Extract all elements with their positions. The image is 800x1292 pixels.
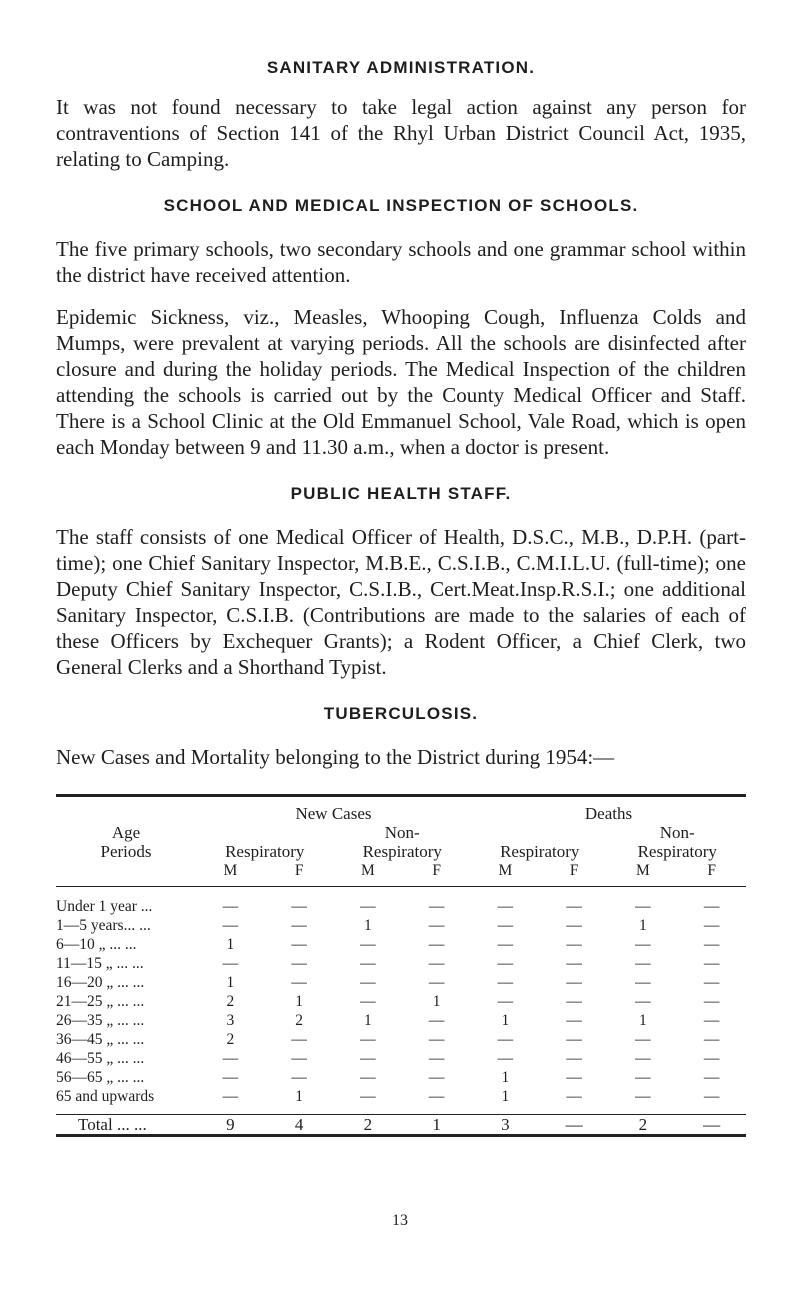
count-cell: — [291,936,307,953]
count-cell: — [428,1031,445,1048]
count-cell: 1 [501,1088,510,1105]
table-row [56,897,746,916]
sex-header-m: M [360,862,375,879]
sex-header-f: F [569,862,579,879]
page-title: SANITARY ADMINISTRATION. [266,58,536,77]
age-period-cell: 21—25 „ ... ... [56,993,145,1010]
non-header-new: Non- [384,823,420,842]
total-cell: 1 [432,1115,441,1134]
count-cell: — [703,1050,720,1067]
total-label: Total ... ... [78,1115,147,1134]
count-cell: — [635,1088,651,1105]
respiratory-header-deaths: Respiratory [500,842,580,861]
count-cell: — [566,898,582,915]
count-cell: — [703,974,720,991]
count-cell: — [497,1031,514,1048]
count-cell: — [635,936,651,953]
schools-paragraph-1: The five primary schools, two secondary schools and one grammar school within the district have received attention. [56,237,746,287]
age-period-cell: 6—10 „ ... ... [56,936,137,953]
count-cell: — [635,974,651,991]
count-cell: 1 [501,1012,510,1029]
page-number: 13 [392,1212,408,1229]
count-cell: — [222,1050,239,1067]
count-cell: — [703,1012,720,1029]
age-period-cell: 46—55 „ ... ... [56,1050,145,1067]
sex-header-m: M [635,862,650,879]
count-cell: — [428,1069,445,1086]
sex-header-f: F [707,862,716,879]
count-cell: 1 [295,993,303,1010]
age-period-cell: 16—20 „ ... ... [56,974,145,991]
sex-header-m: M [223,862,238,879]
count-cell: — [566,993,582,1010]
count-cell: — [703,1088,720,1105]
schools-heading: SCHOOL AND MEDICAL INSPECTION OF SCHOOLS. [163,196,639,215]
count-cell: — [566,1050,582,1067]
count-cell: — [428,1050,445,1067]
age-period-cell: Under 1 year ... [56,898,153,915]
count-cell: — [566,1069,582,1086]
table-row [56,916,746,935]
total-cell: 3 [501,1115,510,1134]
count-cell: — [497,936,514,953]
count-cell: — [360,936,376,953]
deaths-header: Deaths [584,804,633,823]
count-cell: — [635,955,651,972]
sex-header-m: M [498,862,513,879]
table-row [56,1049,746,1068]
age-period-cell: 65 and upwards [56,1088,155,1105]
sex-header-f: F [294,862,304,879]
count-cell: — [360,955,376,972]
age-period-cell: 56—65 „ ... ... [56,1069,145,1086]
count-cell: 1 [639,917,647,934]
count-cell: — [497,993,514,1010]
total-row [56,1115,746,1134]
count-cell: — [497,974,514,991]
count-cell: 2 [226,993,235,1010]
count-cell: 1 [364,1012,372,1029]
count-cell: — [222,917,239,934]
count-cell: — [360,974,376,991]
count-cell: — [635,1069,651,1086]
count-cell: 1 [639,1012,647,1029]
age-period-cell: 36—45 „ ... ... [56,1031,145,1048]
count-cell: — [222,1088,239,1105]
count-cell: — [635,898,651,915]
count-cell: — [566,1012,582,1029]
count-cell: — [291,898,307,915]
count-cell: — [703,936,720,953]
table-row [56,1068,746,1087]
count-cell: — [222,898,239,915]
count-cell: 3 [226,1012,235,1029]
new-cases-header: New Cases [295,804,372,823]
table-row [56,992,746,1011]
count-cell: — [635,1031,651,1048]
count-cell: 1 [432,993,441,1010]
count-cell: — [635,993,651,1010]
count-cell: — [428,1012,445,1029]
count-cell: — [566,974,582,991]
non-respiratory-header-deaths: Respiratory [637,842,717,861]
total-cell: — [703,1115,721,1134]
count-cell: 2 [226,1031,235,1048]
table-row [56,1087,746,1106]
document-page [56,58,746,1137]
count-cell: — [360,1050,376,1067]
tuberculosis-heading: TUBERCULOSIS. [323,704,479,723]
count-cell: — [703,1031,720,1048]
count-cell: — [428,955,445,972]
table-row [56,1011,746,1030]
count-cell: 2 [295,1012,303,1029]
total-cell: 2 [638,1115,648,1134]
count-cell: — [703,898,720,915]
count-cell: — [360,1088,376,1105]
count-cell: — [566,1088,582,1105]
count-cell: — [497,955,514,972]
total-cell: 4 [294,1115,304,1134]
table-row [56,973,746,992]
count-cell: — [566,1031,582,1048]
staff-heading: PUBLIC HEALTH STAFF. [290,484,512,503]
tuberculosis-table [56,797,746,1134]
sex-header-f: F [432,862,441,879]
count-cell: — [291,974,307,991]
total-cell: 2 [363,1115,373,1134]
count-cell: — [428,917,445,934]
count-cell: — [291,955,307,972]
camping-paragraph: It was not found necessary to take legal action against any person for contraventions of Section 141 of the Rhyl Urban District Council Act, 1935, relating to Camping. [56,95,746,171]
count-cell: — [360,993,376,1010]
count-cell: — [497,898,514,915]
respiratory-header-new: Respiratory [225,842,305,861]
count-cell: — [497,1050,514,1067]
count-cell: — [360,1031,376,1048]
non-header-deaths: Non- [659,823,695,842]
schools-paragraph-2: Epidemic Sickness, viz., Measles, Whooping Cough, Influenza Colds and Mumps, were prevalent at varying periods. All the schools are disinfected after closure and during the holiday periods. The Medical Inspection of the children attending the schools is carried out by the County Medical Officer and Staff. There is a School Clinic at the Old Emmanuel School, Vale Road, which is open each Monday between 9 and 11.30 a.m., when a doctor is present. [56,305,746,459]
count-cell: 1 [226,974,235,991]
age-period-cell: 26—35 „ ... ... [56,1012,145,1029]
count-cell: — [222,955,239,972]
count-cell: — [291,1069,307,1086]
count-cell: 1 [226,936,235,953]
count-cell: — [497,917,514,934]
age-period-cell: 1—5 years... ... [56,917,151,934]
table-row [56,1030,746,1049]
count-cell: 1 [501,1069,510,1086]
total-cell: — [565,1115,583,1134]
count-cell: — [360,1069,376,1086]
count-cell: — [291,1050,307,1067]
table-body [56,897,746,1106]
age-period-cell: 11—15 „ ... ... [56,955,144,972]
count-cell: — [566,955,582,972]
count-cell: — [291,1031,307,1048]
table-total [56,1115,746,1134]
count-cell: — [703,1069,720,1086]
count-cell: — [428,974,445,991]
count-cell: — [635,1050,651,1067]
count-cell: — [360,898,376,915]
tuberculosis-intro: New Cases and Mortality belonging to the District during 1954:— [56,745,615,769]
age-header-line1: Age [111,823,141,842]
non-respiratory-header-new: Respiratory [362,842,442,861]
table-row [56,954,746,973]
total-cell: 9 [226,1115,235,1134]
count-cell: — [703,955,720,972]
table-bottom-rule [56,1134,746,1137]
count-cell: 1 [295,1088,303,1105]
table-row [56,935,746,954]
staff-paragraph: The staff consists of one Medical Officer of Health, D.S.C., M.B., D.P.H. (part-time); one Chief Sanitary Inspector, M.B.E., C.S.I.B., C.M.I.L.U. (full-time); one Deputy Chief Sanitary Inspector, C.S.I.B., Cert.Meat.Insp.R.S.I.; one additional Sanitary Inspector, C.S.I.B. (Contributions are made to the salaries of each of these Officers by Exchequer Grants); a Rodent Officer, a Chief Clerk, two General Clerks and a Shorthand Typist. [56,525,746,679]
count-cell: — [428,1088,445,1105]
count-cell: — [428,898,445,915]
count-cell: — [703,917,720,934]
count-cell: — [566,917,582,934]
age-header-line2: Periods [100,842,152,861]
count-cell: — [703,993,720,1010]
count-cell: 1 [364,917,372,934]
count-cell: — [428,936,445,953]
count-cell: — [566,936,582,953]
count-cell: — [222,1069,239,1086]
count-cell: — [291,917,307,934]
